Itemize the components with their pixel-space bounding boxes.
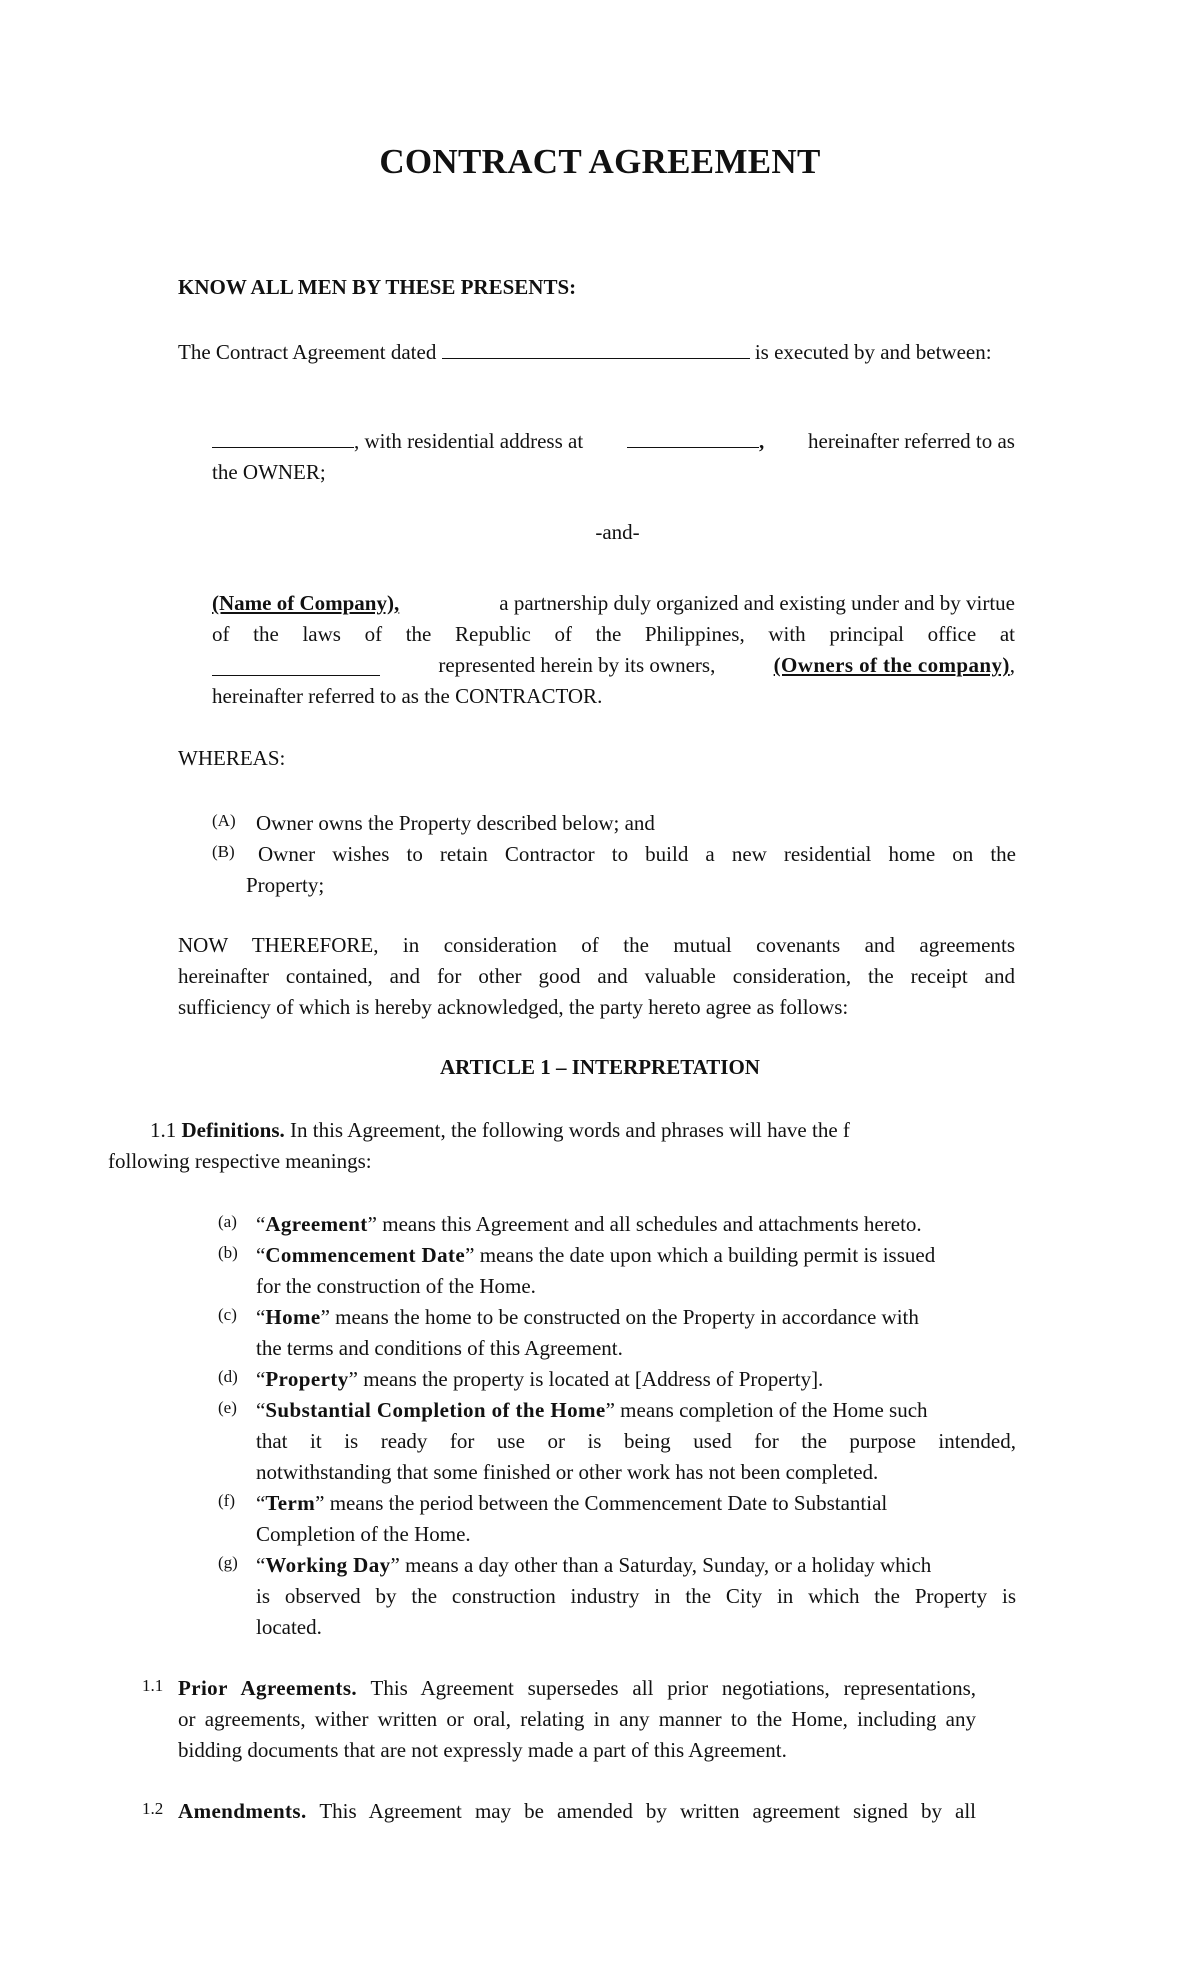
- prior-heading: Prior Agreements.: [178, 1676, 358, 1700]
- dated-prefix: The Contract Agreement dated: [178, 340, 437, 364]
- preamble: KNOW ALL MEN BY THESE PRESENTS:: [178, 275, 577, 299]
- recital-b-label: (B): [212, 842, 235, 861]
- def-f-label: (f): [218, 1491, 235, 1510]
- now-therefore-paragraph: [178, 930, 1015, 1023]
- recital-b-cont: Property;: [246, 873, 325, 897]
- owner-line-2: the OWNER;: [212, 460, 326, 484]
- and-separator: -and-: [595, 520, 640, 544]
- def-a-text: [256, 1209, 1016, 1240]
- now-therefore-line-1: NOW THEREFORE, in consideration of the mutual covenants and agreements: [178, 933, 1015, 957]
- def-g-cont: is observed by the construction industry in the City in which the Property is: [256, 1584, 1016, 1608]
- def-a-rest: ” means this Agreement and all schedules and attachments hereto.: [367, 1212, 922, 1236]
- contractor-line-1-text: a partnership duly organized and existing under and by virtue: [499, 591, 1015, 615]
- definitions-heading: Definitions.: [181, 1118, 285, 1142]
- def-g-quote: “: [256, 1553, 266, 1577]
- def-a-term: Agreement: [265, 1212, 368, 1236]
- contractor-paragraph: [212, 588, 1015, 712]
- def-d-rest: ” means the property is located at [Address of Property].: [348, 1367, 824, 1391]
- def-c-rest: ” means the home to be constructed on the Property in accordance with: [320, 1305, 919, 1329]
- def-b-term: Commencement Date: [265, 1243, 466, 1267]
- def-f-quote: “: [256, 1491, 266, 1515]
- now-therefore-line-3: sufficiency of which is hereby acknowledged, the party hereto agree as follows:: [178, 995, 849, 1019]
- def-e-cont: that it is ready for use or is being used for the purpose intended,: [256, 1429, 1016, 1453]
- recital-a-text: Owner owns the Property described below; and: [256, 811, 655, 835]
- def-a-label: (a): [218, 1212, 237, 1231]
- definitions-text: In this Agreement, the following words and phrases will have the f: [290, 1118, 850, 1142]
- def-b-cont: for the construction of the Home.: [256, 1274, 536, 1298]
- def-b-label: (b): [218, 1243, 238, 1262]
- def-c-term: Home: [265, 1305, 321, 1329]
- dated-line: [178, 340, 992, 365]
- def-d-text: [256, 1364, 1016, 1395]
- def-f-rest: ” means the period between the Commencement Date to Substantial: [315, 1491, 888, 1515]
- def-b-text: [256, 1240, 1016, 1271]
- def-a-quote: “: [256, 1212, 266, 1236]
- owner-line-1: [212, 426, 1015, 457]
- def-d-term: Property: [265, 1367, 349, 1391]
- def-e-term: Substantial Completion of the Home: [265, 1398, 606, 1422]
- contractor-line-4: hereinafter referred to as the CONTRACTOR.: [212, 684, 603, 708]
- article-heading: ARTICLE 1 – INTERPRETATION: [440, 1055, 760, 1079]
- whereas-heading: WHEREAS:: [178, 746, 286, 770]
- recitals-list: [178, 808, 1018, 904]
- def-g-cont2: located.: [256, 1615, 322, 1639]
- owner-text-3: hereinafter referred to as: [808, 429, 1015, 453]
- prior-number: 1.1: [142, 1676, 164, 1695]
- recital-b-text: Owner wishes to retain Contractor to build a new residential home on the: [258, 842, 1016, 866]
- owner-paragraph: [212, 426, 1015, 488]
- def-g-label: (g): [218, 1553, 238, 1572]
- def-c-label: (c): [218, 1305, 237, 1324]
- office-address-blank: [212, 659, 380, 676]
- def-g-rest: ” means a day other than a Saturday, Sunday, or a holiday which: [390, 1553, 932, 1577]
- now-therefore-line-2: hereinafter contained, and for other good and valuable consideration, the receipt and: [178, 964, 1015, 988]
- recital-a-label: (A): [212, 811, 236, 830]
- owner-text-1: , with residential address at: [354, 429, 584, 453]
- amendments-clause: [140, 1796, 1020, 1830]
- def-d-label: (d): [218, 1367, 238, 1386]
- dated-suffix: is executed by and between:: [754, 340, 992, 364]
- owner-name-blank: [212, 431, 354, 448]
- prior-agreements-clause: [140, 1673, 1020, 1769]
- prior-line-1: [178, 1673, 976, 1704]
- def-e-label: (e): [218, 1398, 237, 1417]
- prior-cont2: bidding documents that are not expressly made a part of this Agreement.: [178, 1738, 787, 1762]
- amend-heading: Amendments.: [178, 1799, 307, 1823]
- def-f-cont: Completion of the Home.: [256, 1522, 471, 1546]
- def-e-text: [256, 1395, 1016, 1426]
- definitions-number: 1.1: [150, 1118, 177, 1142]
- company-name: (Name of Company),: [212, 591, 400, 615]
- def-f-term: Term: [265, 1491, 316, 1515]
- def-e-cont2: notwithstanding that some finished or other work has not been completed.: [256, 1460, 879, 1484]
- amend-number: 1.2: [142, 1799, 164, 1818]
- contractor-line-2: of the laws of the Republic of the Philippines, with principal office at: [212, 622, 1015, 646]
- def-b-quote: “: [256, 1243, 266, 1267]
- contractor-line-3-text: represented herein by its owners,: [438, 653, 716, 677]
- prior-text: This Agreement supersedes all prior negotiations, representations,: [370, 1676, 976, 1700]
- def-f-text: [256, 1488, 1016, 1519]
- def-b-rest: ” means the date upon which a building permit is issued: [465, 1243, 936, 1267]
- amend-line-1: [178, 1796, 976, 1827]
- def-c-text: [256, 1302, 1016, 1333]
- def-e-rest: ” means completion of the Home such: [605, 1398, 928, 1422]
- def-c-quote: “: [256, 1305, 266, 1329]
- def-e-quote: “: [256, 1398, 266, 1422]
- definitions-cont: following respective meanings:: [108, 1149, 372, 1173]
- definitions-line-1: [108, 1115, 948, 1146]
- def-c-cont: the terms and conditions of this Agreement.: [256, 1336, 623, 1360]
- def-g-term: Working Day: [265, 1553, 391, 1577]
- def-d-quote: “: [256, 1367, 266, 1391]
- owner-text-2: ,: [758, 429, 765, 453]
- contractor-line-3: [212, 650, 1015, 681]
- def-g-text: [256, 1550, 1016, 1581]
- company-owners: (Owners of the company): [773, 653, 1010, 677]
- contractor-comma: ,: [1009, 653, 1015, 677]
- amend-text: This Agreement may be amended by written agreement signed by all: [319, 1799, 976, 1823]
- date-blank: [442, 342, 750, 359]
- contractor-line-1: [212, 588, 1015, 619]
- owner-address-blank: [627, 431, 759, 448]
- definitions-clause: [108, 1115, 948, 1177]
- prior-cont: or agreements, wither written or oral, relating in any manner to the Home, including any: [178, 1707, 976, 1731]
- definition-items: [178, 1209, 1018, 1649]
- page-title: CONTRACT AGREEMENT: [379, 142, 821, 181]
